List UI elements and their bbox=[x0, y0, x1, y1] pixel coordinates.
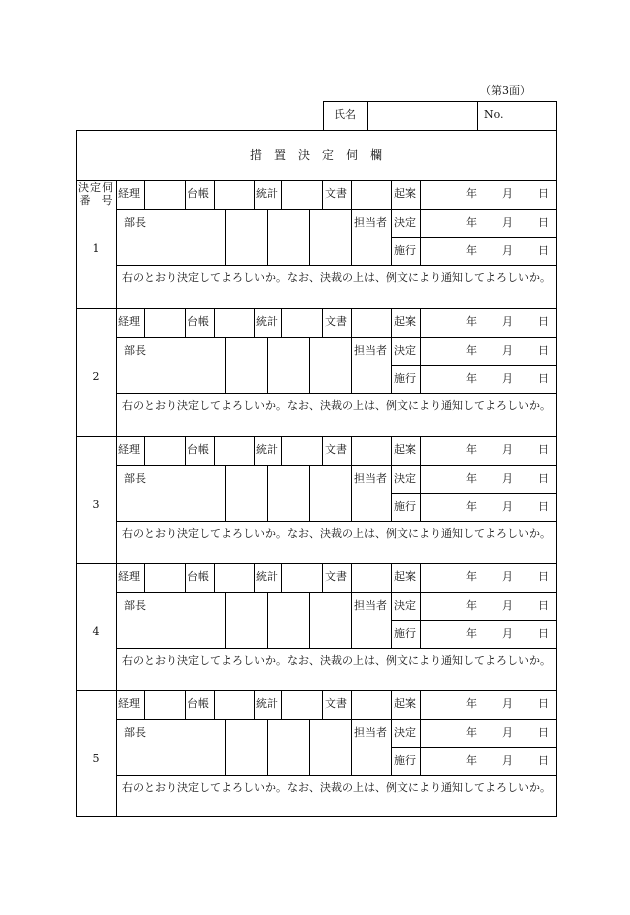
kian-date-year: 年 bbox=[466, 570, 477, 583]
seko-date-day: 日 bbox=[538, 754, 549, 767]
label-bucho: 部長 bbox=[124, 726, 146, 739]
seko-date-day: 日 bbox=[538, 244, 549, 257]
kian-date-day: 日 bbox=[538, 187, 549, 200]
label-kettei: 決定 bbox=[394, 344, 416, 357]
seko-date-day: 日 bbox=[538, 500, 549, 513]
label-kian: 起案 bbox=[394, 697, 416, 710]
label-tantosha: 担当者 bbox=[354, 216, 387, 229]
kettei-date-year: 年 bbox=[466, 344, 477, 357]
kian-date-day: 日 bbox=[538, 570, 549, 583]
approval-note: 右のとおり決定してよろしいか。なお、決裁の上は、例文により通知してよろしいか。 bbox=[122, 399, 551, 412]
column-header-line1: 決定伺 bbox=[78, 181, 114, 194]
kettei-date-year: 年 bbox=[466, 216, 477, 229]
seko-date-month: 月 bbox=[502, 372, 513, 385]
seko-date-day: 日 bbox=[538, 372, 549, 385]
approval-note: 右のとおり決定してよろしいか。なお、決裁の上は、例文により通知してよろしいか。 bbox=[122, 781, 551, 794]
kettei-date-month: 月 bbox=[502, 472, 513, 485]
name-field[interactable] bbox=[368, 102, 476, 129]
label-bunsho: 文書 bbox=[325, 697, 347, 710]
label-daicho: 台帳 bbox=[187, 570, 209, 583]
label-bunsho: 文書 bbox=[325, 315, 347, 328]
approval-note: 右のとおり決定してよろしいか。なお、決裁の上は、例文により通知してよろしいか。 bbox=[122, 527, 551, 540]
kian-date-month: 月 bbox=[502, 187, 513, 200]
kian-date-day: 日 bbox=[538, 315, 549, 328]
label-tokei: 統計 bbox=[256, 187, 278, 200]
kian-date-month: 月 bbox=[502, 570, 513, 583]
label-daicho: 台帳 bbox=[187, 697, 209, 710]
label-kian: 起案 bbox=[394, 315, 416, 328]
kettei-date-year: 年 bbox=[466, 472, 477, 485]
no-label: No. bbox=[484, 108, 504, 121]
kettei-date-day: 日 bbox=[538, 599, 549, 612]
seko-date-year: 年 bbox=[466, 372, 477, 385]
kettei-date-day: 日 bbox=[538, 472, 549, 485]
kian-date-day: 日 bbox=[538, 697, 549, 710]
label-seko: 施行 bbox=[394, 372, 416, 385]
label-bucho: 部長 bbox=[124, 344, 146, 357]
kian-date-year: 年 bbox=[466, 187, 477, 200]
kian-date-month: 月 bbox=[502, 443, 513, 456]
seko-date-year: 年 bbox=[466, 244, 477, 257]
decision-number: 5 bbox=[92, 752, 100, 765]
kettei-date-year: 年 bbox=[466, 599, 477, 612]
label-keiri: 経理 bbox=[118, 443, 140, 456]
label-bucho: 部長 bbox=[124, 216, 146, 229]
seko-date-month: 月 bbox=[502, 754, 513, 767]
kettei-date-month: 月 bbox=[502, 344, 513, 357]
kettei-date-day: 日 bbox=[538, 726, 549, 739]
seko-date-month: 月 bbox=[502, 627, 513, 640]
label-kian: 起案 bbox=[394, 570, 416, 583]
kian-date-day: 日 bbox=[538, 443, 549, 456]
label-keiri: 経理 bbox=[118, 570, 140, 583]
label-kettei: 決定 bbox=[394, 472, 416, 485]
kettei-date-year: 年 bbox=[466, 726, 477, 739]
label-daicho: 台帳 bbox=[187, 187, 209, 200]
decision-number: 2 bbox=[92, 370, 100, 383]
label-tokei: 統計 bbox=[256, 697, 278, 710]
label-tantosha: 担当者 bbox=[354, 344, 387, 357]
label-tantosha: 担当者 bbox=[354, 726, 387, 739]
label-bunsho: 文書 bbox=[325, 570, 347, 583]
label-seko: 施行 bbox=[394, 627, 416, 640]
label-tokei: 統計 bbox=[256, 315, 278, 328]
label-kian: 起案 bbox=[394, 187, 416, 200]
label-bunsho: 文書 bbox=[325, 443, 347, 456]
label-bucho: 部長 bbox=[124, 472, 146, 485]
kettei-date-day: 日 bbox=[538, 344, 549, 357]
label-bunsho: 文書 bbox=[325, 187, 347, 200]
kian-date-year: 年 bbox=[466, 697, 477, 710]
label-tokei: 統計 bbox=[256, 570, 278, 583]
label-keiri: 経理 bbox=[118, 187, 140, 200]
seko-date-year: 年 bbox=[466, 500, 477, 513]
kian-date-year: 年 bbox=[466, 315, 477, 328]
kettei-date-day: 日 bbox=[538, 216, 549, 229]
seko-date-month: 月 bbox=[502, 500, 513, 513]
decision-number: 4 bbox=[92, 625, 100, 638]
kettei-date-month: 月 bbox=[502, 599, 513, 612]
approval-note: 右のとおり決定してよろしいか。なお、決裁の上は、例文により通知してよろしいか。 bbox=[122, 271, 551, 284]
label-kettei: 決定 bbox=[394, 216, 416, 229]
kettei-date-month: 月 bbox=[502, 216, 513, 229]
kian-date-month: 月 bbox=[502, 315, 513, 328]
page-label: （第3面） bbox=[480, 84, 531, 97]
label-keiri: 経理 bbox=[118, 697, 140, 710]
seko-date-day: 日 bbox=[538, 627, 549, 640]
label-seko: 施行 bbox=[394, 500, 416, 513]
label-seko: 施行 bbox=[394, 244, 416, 257]
label-kian: 起案 bbox=[394, 443, 416, 456]
label-bucho: 部長 bbox=[124, 599, 146, 612]
seko-date-year: 年 bbox=[466, 627, 477, 640]
label-keiri: 経理 bbox=[118, 315, 140, 328]
label-tantosha: 担当者 bbox=[354, 472, 387, 485]
decision-number: 1 bbox=[92, 242, 100, 255]
label-daicho: 台帳 bbox=[187, 443, 209, 456]
form-title: 措 置 決 定 伺 欄 bbox=[249, 148, 382, 162]
kian-date-year: 年 bbox=[466, 443, 477, 456]
label-seko: 施行 bbox=[394, 754, 416, 767]
label-tokei: 統計 bbox=[256, 443, 278, 456]
decision-number: 3 bbox=[92, 498, 100, 511]
seko-date-month: 月 bbox=[502, 244, 513, 257]
label-tantosha: 担当者 bbox=[354, 599, 387, 612]
label-kettei: 決定 bbox=[394, 726, 416, 739]
name-label: 氏名 bbox=[334, 108, 356, 121]
column-header-line2: 番 号 bbox=[79, 194, 113, 207]
no-field[interactable] bbox=[505, 102, 555, 129]
seko-date-year: 年 bbox=[466, 754, 477, 767]
kettei-date-month: 月 bbox=[502, 726, 513, 739]
kian-date-month: 月 bbox=[502, 697, 513, 710]
approval-note: 右のとおり決定してよろしいか。なお、決裁の上は、例文により通知してよろしいか。 bbox=[122, 654, 551, 667]
label-kettei: 決定 bbox=[394, 599, 416, 612]
label-daicho: 台帳 bbox=[187, 315, 209, 328]
